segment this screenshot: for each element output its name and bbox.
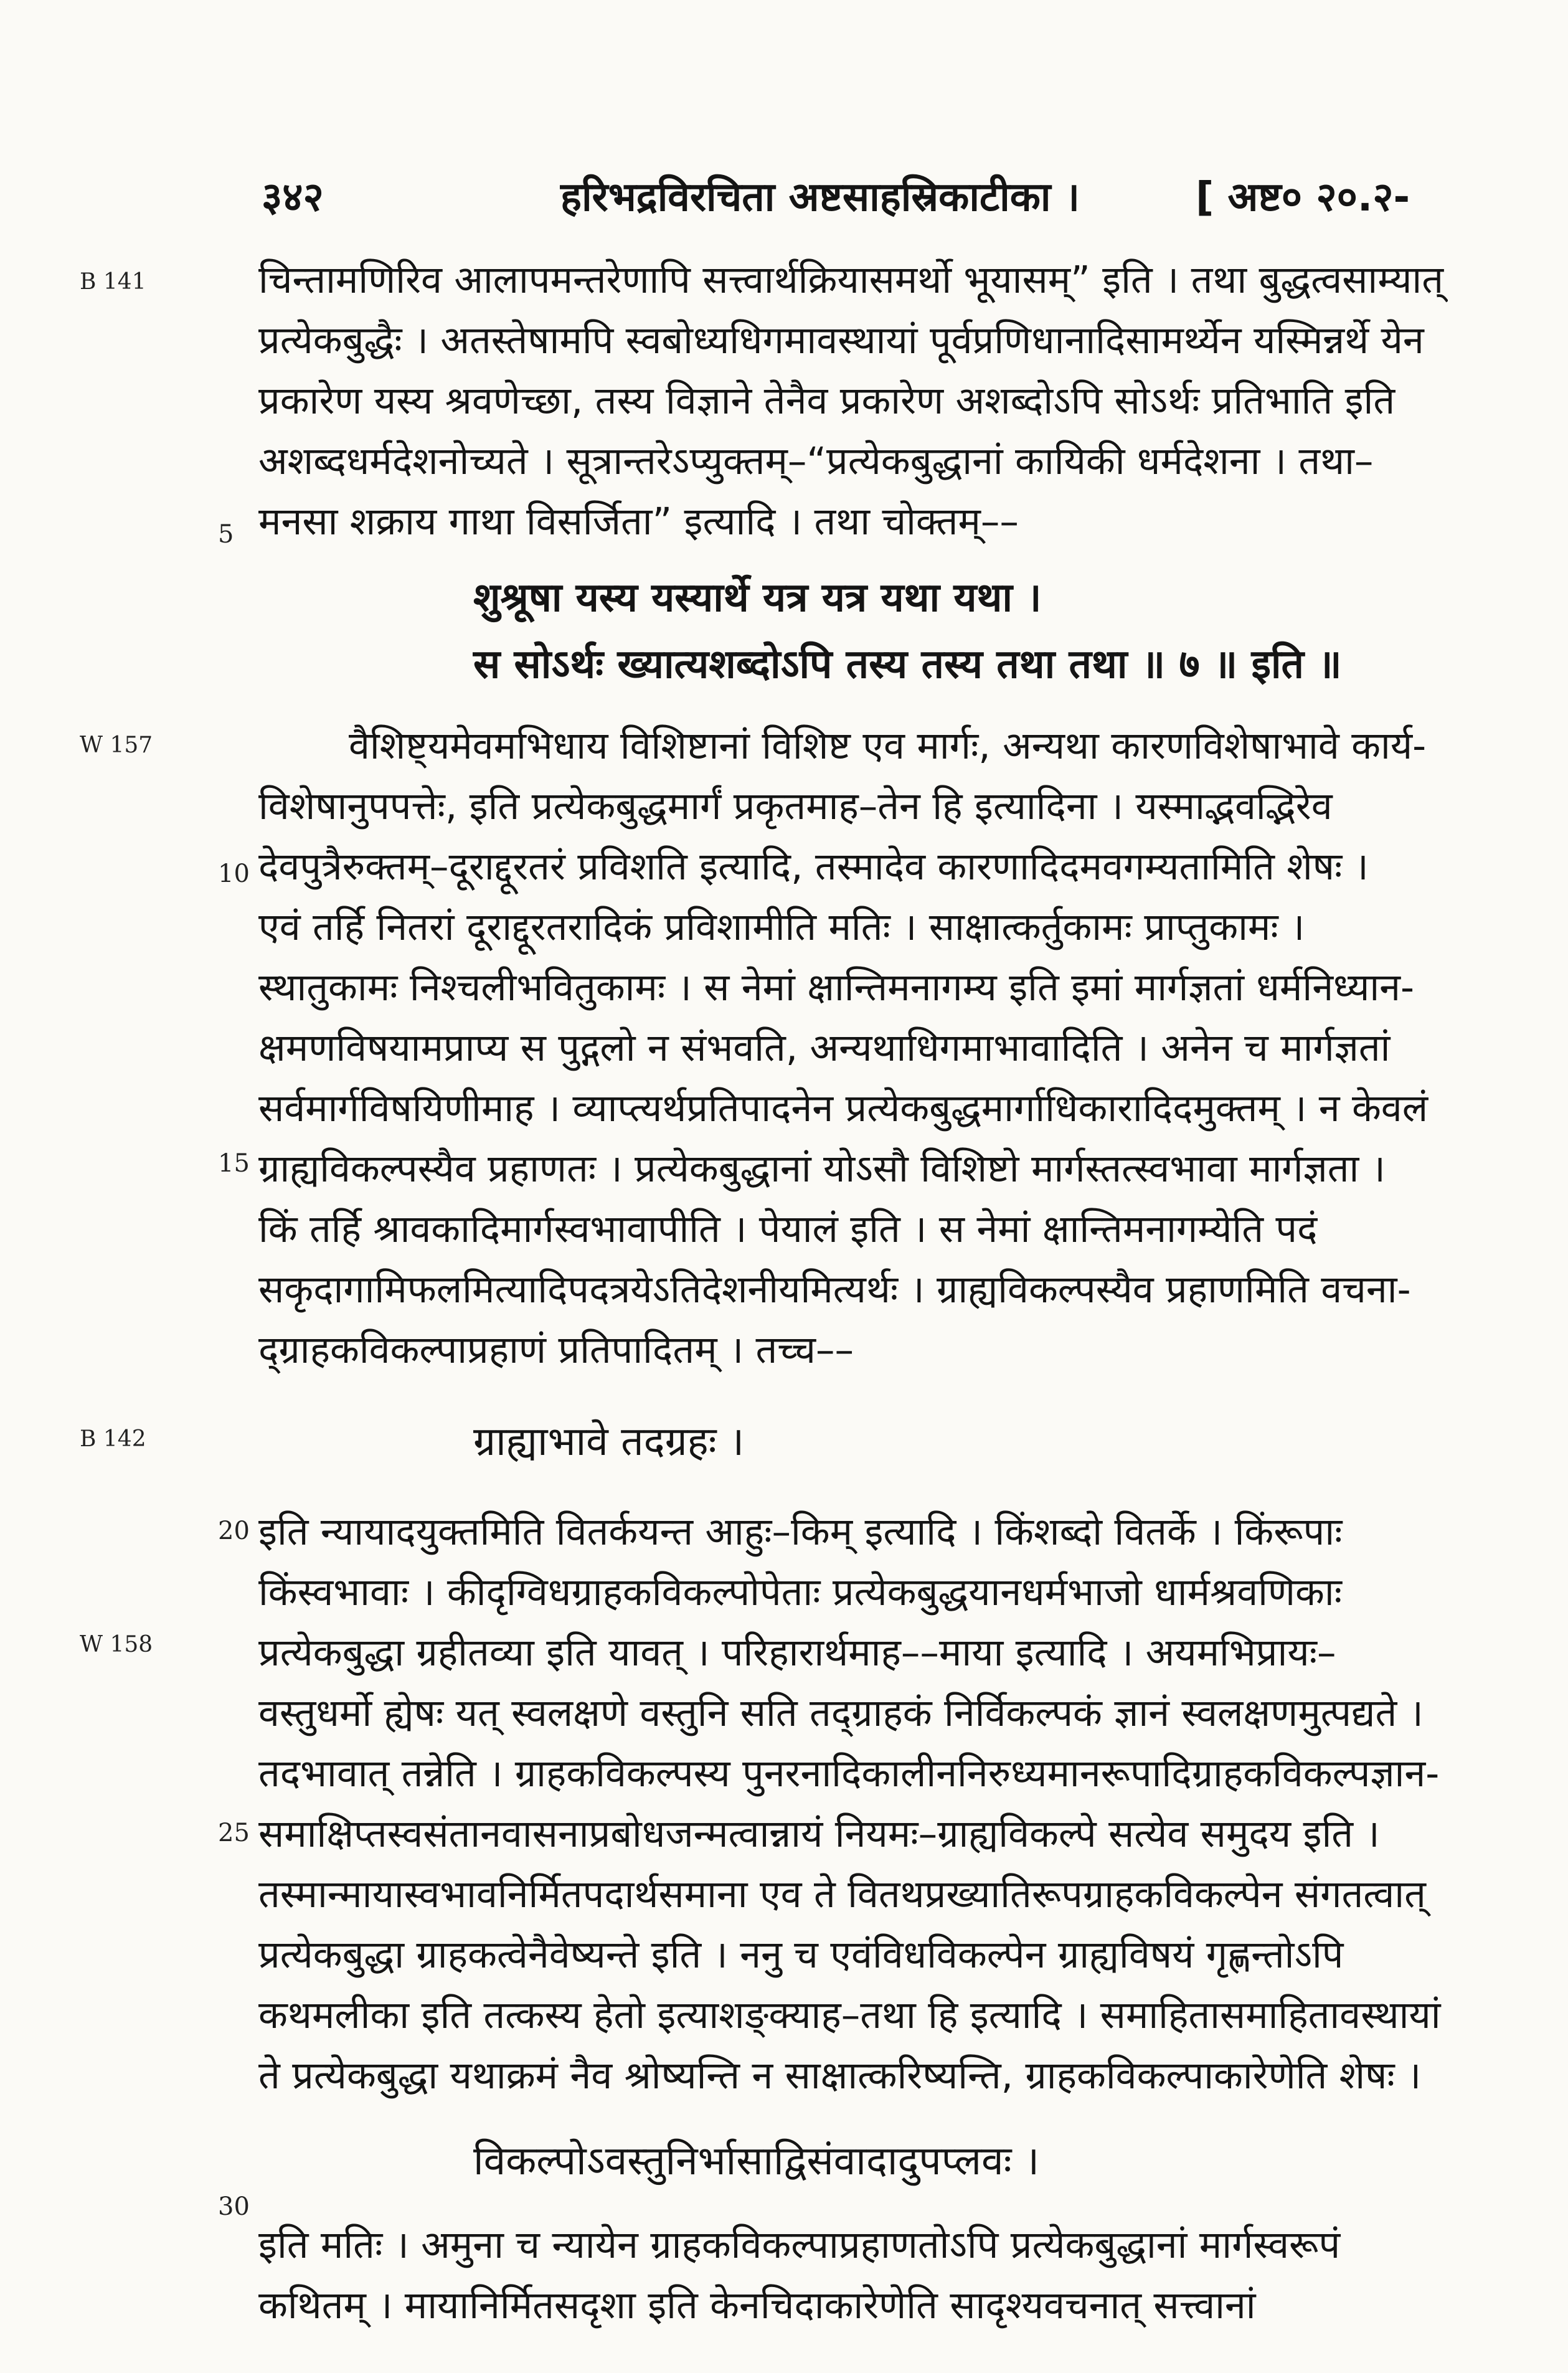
text-line: ग्राह्यविकल्पस्यैव प्रहाणतः । प्रत्येकबुद्धानां योऽसौ विशिष्टो मार्गस्तत्स्वभावा मार्गज्ञता । — [258, 1147, 1386, 1191]
text-line: क्षमणविषयामप्राप्य स पुद्गलो न संभवति, अन्यथाधिगमाभावादिति । अनेन च मार्गज्ञतां — [258, 1026, 1391, 1070]
verse-line: विकल्पोऽवस्तुनिर्भासाद्विसंवादादुपप्लवः । — [473, 2138, 1040, 2184]
running-title: हरिभद्रविरचिता अष्टसाहस्रिकाटीका । — [560, 174, 1080, 220]
text-line: एवं तर्हि नितरां दूराद्दूरतरादिकं प्रविशामीति मतिः । साक्षात्कर्तुकामः प्राप्तुकामः । — [258, 905, 1305, 949]
margin-ref-w157: W 157 — [80, 732, 153, 758]
line-number-15: 15 — [218, 1149, 250, 1178]
text-line: देवपुत्रैरुक्तम्–दूराद्दूरतरं प्रविशति इत्यादि, तस्मादेव कारणादिदमवगम्यतामिति शेषः । — [258, 845, 1369, 889]
page-number: ३४२ — [262, 174, 324, 220]
text-line: प्रत्येकबुद्धा ग्रहीतव्या इति यावत् । परिहारार्थमाह––माया इत्यादि । अयमभिप्रायः– — [258, 1631, 1336, 1675]
text-line: किं तर्हि श्रावकादिमार्गस्वभावापीति । पेयालं इति । स नेमां क्षान्तिमनागम्येति पदं — [258, 1207, 1318, 1251]
text-line: इति न्यायादयुक्तमिति वितर्कयन्त आहुः–किम् इत्यादि । किंशब्दो वितर्के । किंरूपाः — [258, 1510, 1343, 1554]
margin-ref-b142: B 142 — [80, 1426, 146, 1452]
text-line: किंस्वभावाः । कीदृग्विधग्राहकविकल्पोपेताः प्रत्येकबुद्धयानधर्मभाजो धार्मश्रवणिकाः — [258, 1570, 1342, 1614]
text-line: प्रत्येकबुद्धा ग्राहकत्वेनैवेष्यन्ते इति । ननु च एवंविधविकल्पेन ग्राह्यविषयं गृह्णन्तोऽपि — [258, 1933, 1344, 1977]
line-number-10: 10 — [218, 860, 250, 888]
text-line: सर्वमार्गविषयिणीमाह । व्याप्त्यर्थप्रतिपादनेन प्रत्येकबुद्धमार्गाधिकारादिदमुक्तम् । न केवलं — [258, 1086, 1429, 1130]
text-line: तदभावात् तन्नेति । ग्राहकविकल्पस्य पुनरनादिकालीननिरुध्यमानरूपादिग्राहकविकल्पज्ञान- — [258, 1751, 1440, 1796]
text-line: विशेषानुपपत्तेः, इति प्रत्येकबुद्धमार्गं प्रकृतमाह–तेन हि इत्यादिना । यस्माद्भवद्भिरेव — [258, 784, 1333, 828]
line-number-30: 30 — [218, 2192, 250, 2221]
page-header — [262, 156, 1482, 224]
text-line: प्रकारेण यस्य श्रवणेच्छा, तस्य विज्ञाने तेनैव प्रकारेण अशब्दोऽपि सोऽर्थः प्रतिभाति इति — [258, 379, 1396, 423]
text-line: सकृदागामिफलमित्यादिपदत्रयेऽतिदेशनीयमित्यर्थः । ग्राह्यविकल्पस्यैव प्रहाणमिति वचना- — [258, 1267, 1411, 1312]
text-line: इति मतिः । अमुना च न्यायेन ग्राहकविकल्पाप्रहाणतोऽपि प्रत्येकबुद्धानां मार्गस्वरूपं — [258, 2223, 1341, 2267]
section-reference: [ अष्ट० २०.२- — [1196, 174, 1410, 220]
text-line: स्थातुकामः निश्चलीभवितुकामः । स नेमां क्षान्तिमनागम्य इति इमां मार्गज्ञतां धर्मनिध्यान- — [258, 965, 1415, 1010]
text-line: कथितम् । मायानिर्मितसदृशा इति केनचिदाकारेणेति सादृश्यवचनात् सत्त्वानां — [258, 2283, 1256, 2328]
line-number-20: 20 — [218, 1517, 250, 1545]
line-number-5: 5 — [218, 520, 234, 549]
verse-line: स सोऽर्थः ख्यात्यशब्दोऽपि तस्य तस्य तथा तथा ॥ ७ ॥ इति ॥ — [473, 642, 1342, 688]
text-line: प्रत्येकबुद्धैः । अतस्तेषामपि स्वबोध्यधिगमावस्थायां पूर्वप्रणिधानादिसामर्थ्येन यस्मिन्नर्थे येन — [258, 318, 1424, 362]
text-line: ते प्रत्येकबुद्धा यथाक्रमं नैव श्रोष्यन्ति न साक्षात्करिष्यन्ति, ग्राहकविकल्पाकारेणेति शेषः । — [258, 2053, 1422, 2098]
margin-ref-b141: B 141 — [80, 269, 146, 295]
text-line: चिन्तामणिरिव आलापमन्तरेणापि सत्त्वार्थक्रियासमर्थो भूयासम्” इति । तथा बुद्धत्वसाम्यात् — [258, 258, 1443, 302]
text-line: समाक्षिप्तस्वसंतानवासनाप्रबोधजन्मत्वान्नायं नियमः–ग्राह्यविकल्पे सत्येव समुदय इति । — [258, 1812, 1380, 1856]
text-line: वैशिष्ट्यमेवमभिधाय विशिष्टानां विशिष्ट एव मार्गः, अन्यथा कारणविशेषाभावे कार्य- — [349, 724, 1427, 768]
line-number-25: 25 — [218, 1819, 250, 1847]
verse-line: ग्राह्याभावे तदग्रहः । — [473, 1419, 745, 1465]
text-line: वस्तुधर्मो ह्येषः यत् स्वलक्षणे वस्तुनि सति तद्ग्राहकं निर्विकल्पकं ज्ञानं स्वलक्षणमुत्पद्यते । — [258, 1691, 1424, 1735]
text-line: अशब्दधर्मदेशनोच्यते । सूत्रान्तरेऽप्युक्तम्–“प्रत्येकबुद्धानां कायिकी धर्मदेशना । तथा– — [258, 439, 1374, 483]
verse-line: शुश्रूषा यस्य यस्यार्थे यत्र यत्र यथा यथा । — [473, 575, 1042, 621]
text-line: द्ग्राहकविकल्पाप्रहाणं प्रतिपादितम् । तच्च–– — [258, 1328, 854, 1372]
text-line: कथमलीका इति तत्कस्य हेतो इत्याशङ्क्याह–तथा हि इत्यादि । समाहितासमाहितावस्थायां — [258, 1993, 1441, 2037]
text-line: मनसा शक्राय गाथा विसर्जिता” इत्यादि । तथा चोक्तम्–– — [258, 500, 1019, 544]
text-line: तस्मान्मायास्वभावनिर्मितपदार्थसमाना एव ते वितथप्रख्यातिरूपग्राहकविकल्पेन संगतत्वात् — [258, 1872, 1426, 1916]
margin-ref-w158: W 158 — [80, 1632, 153, 1657]
